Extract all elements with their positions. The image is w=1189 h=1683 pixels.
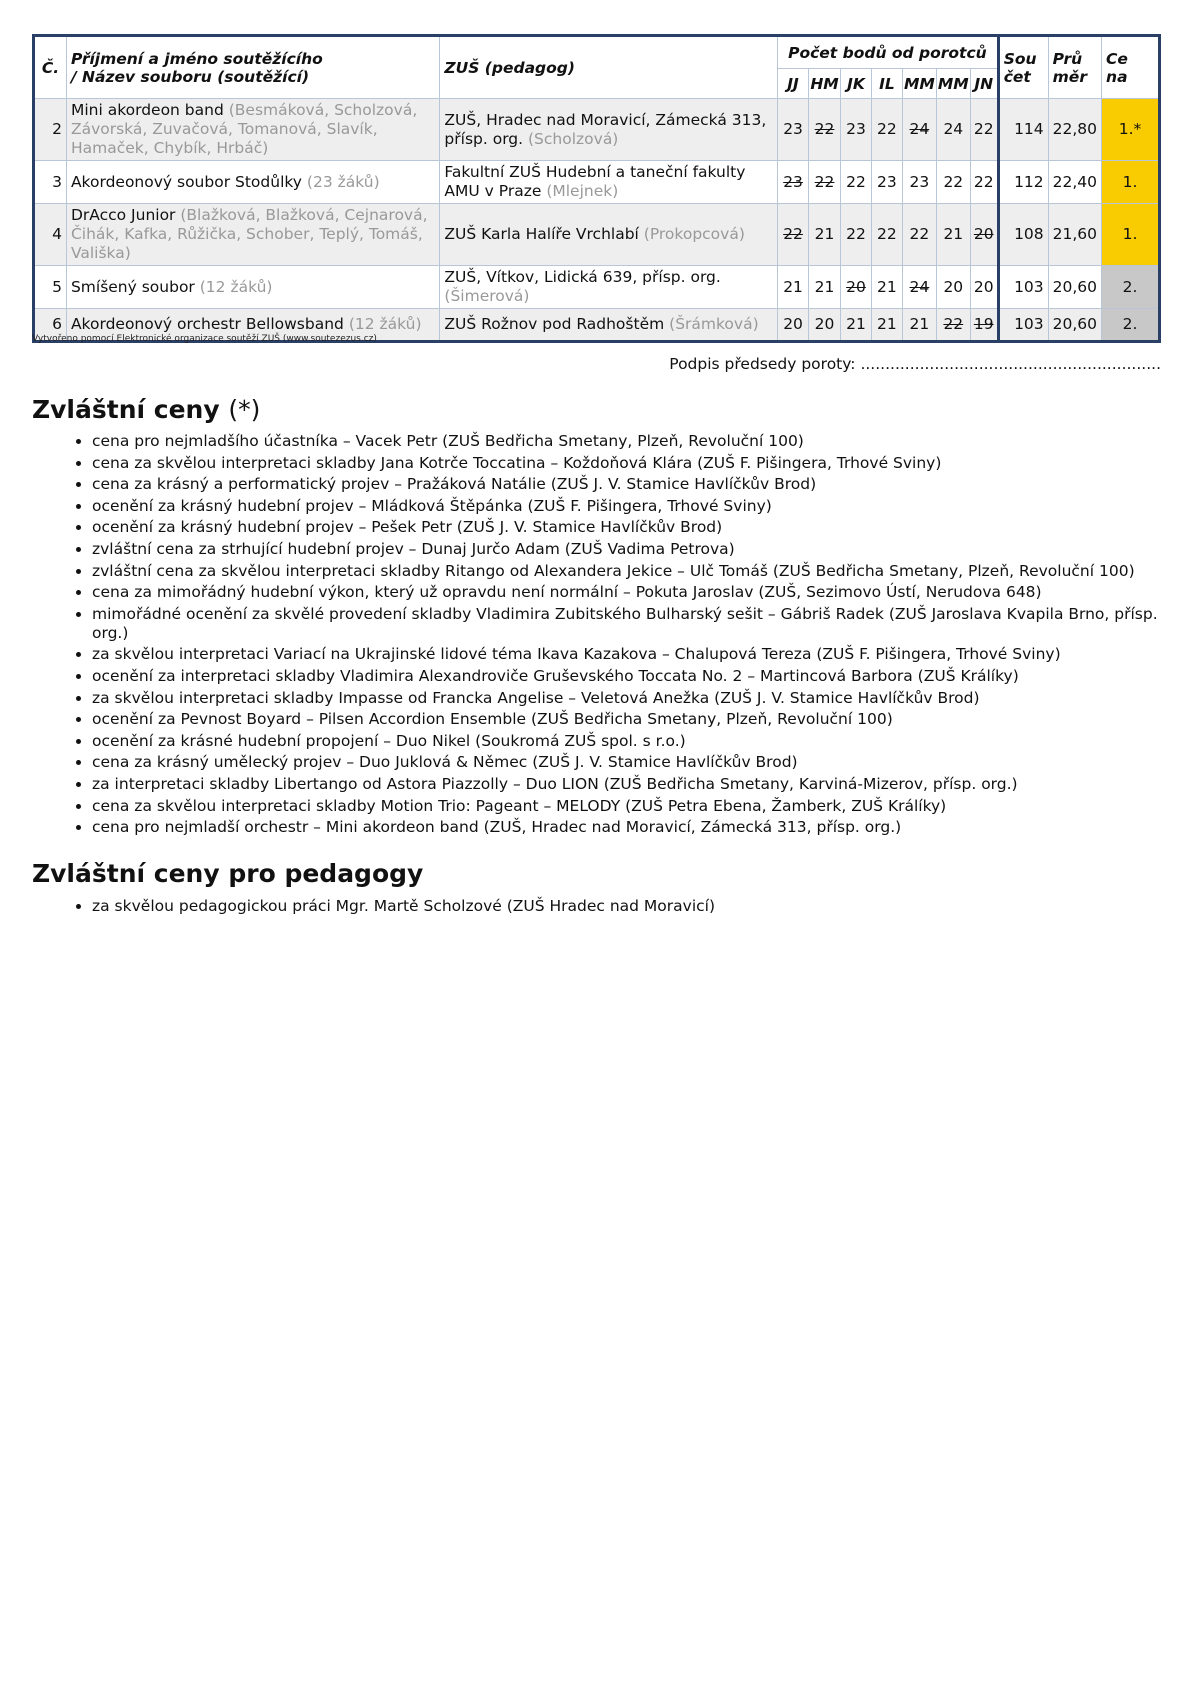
judge-score: 22: [936, 309, 970, 342]
school-name: ZUŠ Karla Halíře Vrchlabí: [444, 225, 639, 243]
row-number: 3: [34, 161, 67, 204]
score-average: 21,60: [1048, 204, 1101, 266]
results-body: [34, 99, 1160, 342]
prize-cell: 1.: [1102, 204, 1160, 266]
judge-score: 22: [902, 204, 936, 266]
list-item: • cena za skvělou interpretaci skladby Jana Kotrče Toccatina – Koždoňová Klára (ZUŠ F. Pišingera, Trhové Sviny): [92, 454, 1172, 473]
judge-score: 20: [778, 309, 809, 342]
judge-header: JN: [970, 69, 998, 99]
teacher-prizes-heading: Zvláštní ceny pro pedagogy: [32, 859, 424, 888]
list-item: • za skvělou pedagogickou práci Mgr. Martě Scholzové (ZUŠ Hradec nad Moravicí): [92, 897, 1172, 916]
contestant-name: Akordeonový orchestr Bellowsband: [70, 315, 344, 333]
header-name-line1: Příjmení a jméno soutěžícího: [70, 49, 323, 68]
judge-score: 21: [809, 204, 841, 266]
credit-note: Vytvořeno pomocí Elektronické organizace soutěží ZUŠ (www.soutezezus.cz): [32, 334, 377, 344]
judge-header: HM: [809, 69, 841, 99]
school-name: ZUŠ Rožnov pod Radhoštěm: [444, 315, 665, 333]
judge-score: 20: [936, 266, 970, 309]
score-sum: 108: [998, 204, 1048, 266]
contestant-cell: [66, 99, 439, 161]
score-average: 20,60: [1048, 266, 1101, 309]
teacher-name: (Mlejnek): [546, 182, 619, 200]
prize-cell: 1.*: [1102, 99, 1160, 161]
school-cell: [440, 204, 778, 266]
score-average: 22,80: [1048, 99, 1101, 161]
list-item: • za skvělou interpretaci skladby Impasse od Francka Angelise – Veletová Anežka (ZUŠ J. V. Stamice Havlíčkův Brod): [92, 689, 1172, 708]
results-table: [32, 34, 1161, 343]
list-item: • ocenění za krásný hudební projev – Pešek Petr (ZUŠ J. V. Stamice Havlíčkův Brod): [92, 518, 1172, 537]
list-item: • mimořádné ocenění za skvělé provedení skladby Vladimira Zubitského Bulharský sešit – Gábriš Radek (ZUŠ Jaroslava Kvapila Brno, přísp. org.): [92, 605, 1172, 643]
signature-line: Podpis předsedy poroty: .............................................................: [669, 355, 1161, 373]
list-item: • ocenění za Pevnost Boyard – Pilsen Accordion Ensemble (ZUŠ Bedřicha Smetany, Plzeň, Revoluční 100): [92, 710, 1172, 729]
judge-score: 24: [936, 99, 970, 161]
list-item: • cena za krásný a performatický projev – Pražáková Natálie (ZUŠ J. V. Stamice Havlíčkův Brod): [92, 475, 1172, 494]
header-points: Počet bodů od porotců: [778, 36, 999, 69]
judge-score: 24: [902, 99, 936, 161]
judge-score: 23: [778, 161, 809, 204]
school-cell: [440, 309, 778, 342]
judge-score: 22: [809, 99, 841, 161]
contestant-cell: [66, 266, 439, 309]
row-number: 2: [34, 99, 67, 161]
school-cell: [440, 266, 778, 309]
list-item: • cena za mimořádný hudební výkon, který už opravdu není normální – Pokuta Jaroslav (ZUŠ, Sezimovo Ústí, Nerudova 648): [92, 583, 1172, 602]
list-item: • cena za krásný umělecký projev – Duo Juklová & Němec (ZUŠ J. V. Stamice Havlíčkův Brod): [92, 753, 1172, 772]
score-sum: 103: [998, 266, 1048, 309]
school-name: ZUŠ, Vítkov, Lidická 639, přísp. org.: [444, 268, 721, 286]
judge-score: 21: [871, 309, 902, 342]
judge-score: 22: [970, 161, 998, 204]
list-item: • zvláštní cena za strhující hudební projev – Dunaj Jurčo Adam (ZUŠ Vadima Petrova): [92, 540, 1172, 559]
contestant-members: (23 žáků): [306, 172, 380, 191]
header-number: Č.: [34, 36, 67, 99]
judge-score: 23: [778, 99, 809, 161]
prize-cell: 2.: [1102, 309, 1160, 342]
table-row: [34, 204, 1160, 266]
score-sum: 112: [998, 161, 1048, 204]
school-cell: [440, 99, 778, 161]
contestant-members: (Blažková, Blažková, Cejnarová, Čihák, Kafka, Růžička, Schober, Teplý, Tomáš, Vališka): [70, 206, 428, 262]
contestant-cell: [66, 204, 439, 266]
prize-cell: 1.: [1102, 161, 1160, 204]
list-item: • cena pro nejmladší orchestr – Mini akordeon band (ZUŠ, Hradec nad Moravicí, Zámecká 313, přísp. org.): [92, 818, 1172, 837]
judge-score: 22: [841, 161, 872, 204]
score-sum: 114: [998, 99, 1048, 161]
contestant-name: Smíšený soubor: [70, 277, 195, 296]
list-item: • ocenění za interpretaci skladby Vladimira Alexandroviče Gruševského Toccata No. 2 – Martincová Barbora (ZUŠ Králíky): [92, 667, 1172, 686]
judge-header: JK: [841, 69, 872, 99]
judge-score: 24: [902, 266, 936, 309]
judge-score: 22: [936, 161, 970, 204]
special-prizes-title: Zvláštní ceny: [32, 395, 220, 424]
judge-score: 19: [970, 309, 998, 342]
table-row: [34, 161, 1160, 204]
score-average: 20,60: [1048, 309, 1101, 342]
judge-score: 21: [871, 266, 902, 309]
contestant-members: (12 žáků): [199, 277, 273, 296]
contestant-members: (Besmáková, Scholzová, Závorská, Zuvačová, Tomanová, Slavík, Hamaček, Chybík, Hrbáč): [70, 101, 418, 157]
judge-score: 21: [809, 266, 841, 309]
judge-score: 21: [778, 266, 809, 309]
list-item: • ocenění za krásné hudební propojení – Duo Nikel (Soukromá ZUŠ spol. s r.o.): [92, 732, 1172, 751]
judge-score: 20: [970, 266, 998, 309]
table-row: [34, 266, 1160, 309]
header-sum: [998, 36, 1048, 99]
contestant-name: Mini akordeon band: [70, 101, 224, 119]
score-sum: 103: [998, 309, 1048, 342]
header-prize-line2: na: [1106, 67, 1128, 86]
contestant-name: DrAcco Junior: [70, 206, 176, 224]
teacher-name: (Šimerová): [444, 287, 530, 305]
header-name: [66, 36, 439, 99]
judge-score: 21: [936, 204, 970, 266]
list-item: • cena pro nejmladšího účastníka – Vacek Petr (ZUŠ Bedřicha Smetany, Plzeň, Revoluční 100): [92, 432, 1172, 451]
row-number: 5: [34, 266, 67, 309]
list-item: • zvláštní cena za skvělou interpretaci skladby Ritango od Alexandera Jekice – Ulč Tomáš (ZUŠ Bedřicha Smetany, Plzeň, Revoluční 100): [92, 562, 1172, 581]
header-prize: [1102, 36, 1160, 99]
header-sum-line1: Sou: [1003, 49, 1037, 68]
header-average-line1: Prů: [1052, 49, 1083, 68]
teacher-name: (Scholzová): [528, 129, 619, 148]
judge-score: 21: [841, 309, 872, 342]
list-item: • za interpretaci skladby Libertango od Astora Piazzolly – Duo LION (ZUŠ Bedřicha Smetany, Karviná-Mizerov, přísp. org.): [92, 775, 1172, 794]
list-item: • cena za skvělou interpretaci skladby Motion Trio: Pageant – MELODY (ZUŠ Petra Ebena, Žamberk, ZUŠ Králíky): [92, 797, 1172, 816]
school-name: ZUŠ, Hradec nad Moravicí, Zámecká 313, přísp. org.: [444, 110, 767, 148]
judge-score: 20: [809, 309, 841, 342]
school-name: Fakultní ZUŠ Hudební a taneční fakulty AMU v Praze: [444, 163, 746, 200]
header-average: [1048, 36, 1101, 99]
header-name-line2: / Název souboru (soutěžící): [70, 67, 310, 86]
judge-score: 22: [841, 204, 872, 266]
row-number: 4: [34, 204, 67, 266]
special-prizes-marker: (*): [228, 395, 261, 424]
judge-score: 20: [841, 266, 872, 309]
contestant-members: (12 žáků): [348, 315, 422, 333]
teacher-name: (Prokopcová): [643, 225, 745, 243]
judge-score: 22: [778, 204, 809, 266]
judge-score: 22: [809, 161, 841, 204]
judge-header: JJ: [778, 69, 809, 99]
score-average: 22,40: [1048, 161, 1101, 204]
header-prize-line1: Ce: [1106, 49, 1128, 68]
judge-score: 20: [970, 204, 998, 266]
header-school: ZUŠ (pedagog): [440, 36, 778, 99]
table-row: [34, 99, 1160, 161]
row-number: 6: [34, 309, 67, 342]
list-item: • za skvělou interpretaci Variací na Ukrajinské lidové téma Ikava Kazakova – Chalupová Tereza (ZUŠ F. Pišingera, Trhové Sviny): [92, 645, 1172, 664]
judge-score: 22: [871, 99, 902, 161]
header-sum-line2: čet: [1003, 67, 1031, 86]
judge-score: 23: [871, 161, 902, 204]
header-average-line2: měr: [1052, 67, 1087, 86]
special-prizes-heading: [32, 395, 260, 424]
judge-score: 23: [841, 99, 872, 161]
contestant-name: Akordeonový soubor Stodůlky: [70, 172, 302, 191]
prize-cell: 2.: [1102, 266, 1160, 309]
school-cell: [440, 161, 778, 204]
special-prizes-list: [32, 432, 1172, 840]
teacher-name: (Šrámková): [669, 315, 759, 333]
judge-score: 22: [871, 204, 902, 266]
judge-header: IL: [871, 69, 902, 99]
list-item: • ocenění za krásný hudební projev – Mládková Štěpánka (ZUŠ F. Pišingera, Trhové Sviny): [92, 497, 1172, 516]
judge-header: MM: [936, 69, 970, 99]
contestant-cell: [66, 161, 439, 204]
judge-score: 21: [902, 309, 936, 342]
judge-score: 23: [902, 161, 936, 204]
judge-score: 22: [970, 99, 998, 161]
judge-header: MM: [902, 69, 936, 99]
teacher-prizes-list: [32, 897, 1172, 919]
